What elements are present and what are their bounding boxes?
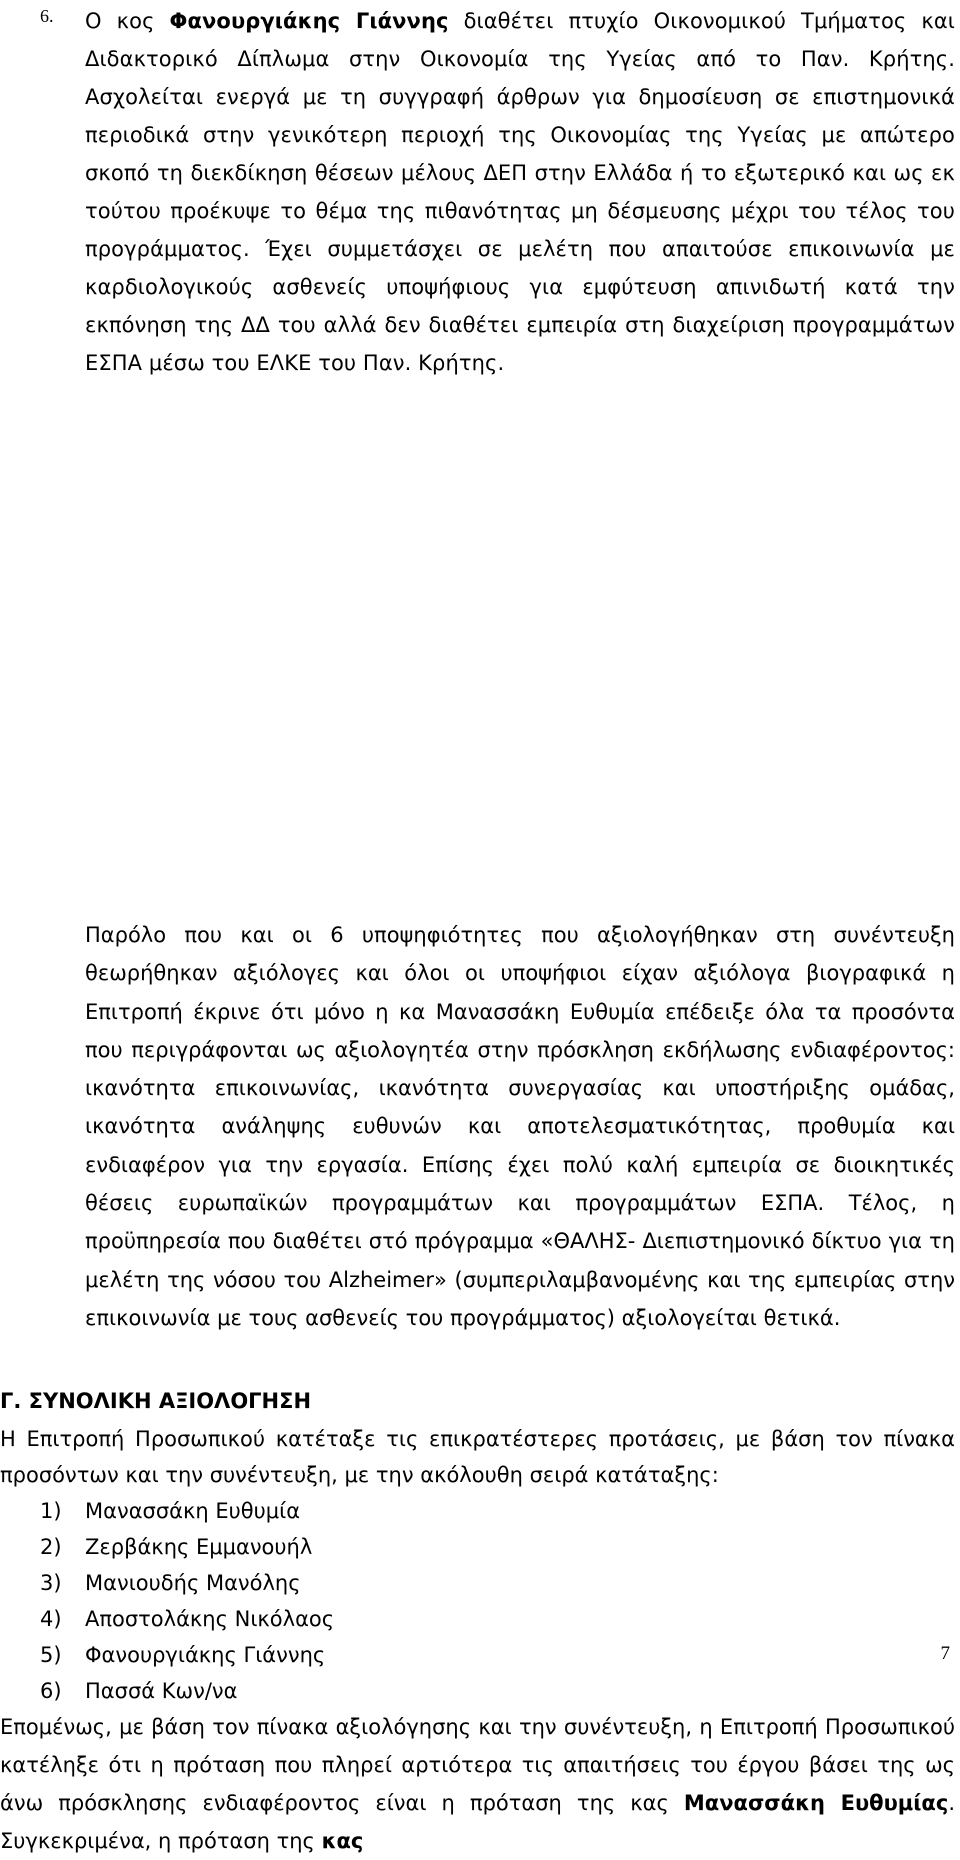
conclusion-paragraph <box>0 1708 955 1860</box>
conclusion-text: Επομένως, με βάση τον πίνακα αξιολόγησης και την συνέντευξη, η Επιτροπή Προσωπικού κατέληξε ότι η πρόταση που πληρεί αρτιότερα τις απαιτήσεις του έργου βάσει της ως άνω πρόσκλησης ενδιαφέροντος είναι η πρόταση της κας <box>0 1715 955 1815</box>
rank-number: 5) <box>40 1643 62 1667</box>
rank-name: Μανασσάκη Ευθυμία <box>85 1499 301 1523</box>
candidate-name: Φανουργιάκης Γιάννης <box>169 9 449 33</box>
ranking-intro: Η Επιτροπή Προσωπικού κατέταξε τις επικρατέστερες προτάσεις, με βάση τον πίνακα προσόντων και την συνέντευξη, με την ακόλουθη σειρά κατάταξης: <box>0 1427 955 1487</box>
page-number: 7 <box>940 1643 950 1664</box>
list-item <box>40 1601 334 1637</box>
candidate-description <box>85 2 955 382</box>
rank-number: 1) <box>40 1499 62 1523</box>
rank-number: 3) <box>40 1571 62 1595</box>
rank-name: Αποστολάκης Νικόλαος <box>85 1607 335 1631</box>
selected-candidate-name: Μανασσάκη Ευθυμίας <box>683 1791 949 1815</box>
list-item <box>40 1637 334 1673</box>
list-item <box>40 1565 334 1601</box>
description-prefix: Ο κος <box>85 9 170 33</box>
rank-name: Πασσά Κων/να <box>85 1679 238 1703</box>
list-item <box>40 1493 334 1529</box>
conclusion-bold-end: κας <box>321 1829 364 1853</box>
candidate-item-6 <box>40 2 955 382</box>
item-number: 6. <box>40 6 54 26</box>
description-body: διαθέτει πτυχίο Οικονομικού Τμήματος και Διδακτορικό Δίπλωμα στην Οικονομία της Υγείας από το Παν. Κρήτης. Ασχολείται ενεργά με τη συγγραφή άρθρων για δημοσίευση σε επιστημονικά περιοδικά στην γενικότερη περιοχή της Οικονομίας της Υγείας με απώτερο σκοπό τη διεκδίκηση θέσεων μέλους ΔΕΠ στην Ελλάδα ή το εξωτερικό και ως εκ τούτου προέκυψε το θέμα της πιθανότητας μη δέσμευσης μέχρι του τέλος του προγράμματος. Έχει συμμετάσχει σε μελέτη που απαιτούσε επικοινωνία με καρδιολογικούς ασθενείς υποψήφιους για εμφύτευση απινιδωτή κατά την εκπόνηση της ΔΔ του αλλά δεν διαθέτει εμπειρία στη διαχείριση προγραμμάτων ΕΣΠΑ μέσω του ΕΛΚΕ του Παν. Κρήτης. <box>85 9 956 375</box>
rank-number: 2) <box>40 1535 62 1559</box>
rank-number: 4) <box>40 1607 62 1631</box>
list-item <box>40 1529 334 1565</box>
rank-name: Μανιουδής Μανόλης <box>85 1571 301 1595</box>
evaluation-paragraph: Παρόλο που και οι 6 υποψηφιότητες που αξιολογήθηκαν στη συνέντευξη θεωρήθηκαν αξιόλογες και όλοι οι υποψήφιοι είχαν αξιόλογα βιογραφικά η Επιτροπή έκρινε ότι μόνο η κα Μανασσάκη Ευθυμία επέδειξε όλα τα προσόντα που περιγράφονται ως αξιολογητέα στην πρόσκληση εκδήλωσης ενδιαφέροντος: ικανότητα επικοινωνίας, ικανότητα συνεργασίας και υποστήριξης ομάδας, ικανότητα ανάληψης ευθυνών και αποτελεσματικότητας, προθυμία και ενδιαφέρον για την εργασία. Επίσης έχει πολύ καλή εμπειρία σε διοικητικές θέσεις ευρωπαϊκών προγραμμάτων και προγραμμάτων ΕΣΠΑ. Τέλος, η προϋπηρεσία που διαθέτει στό πρόγραμμα «ΘΑΛΗΣ- Διεπιστημονικό δίκτυο για τη μελέτη της νόσου του Alzheimer» (συμπεριλαμβανομένης και της εμπειρίας στην επικοινωνία με τους ασθενείς του προγράμματος) αξιολογείται θετικά. <box>85 923 955 1330</box>
rank-name: Φανουργιάκης Γιάννης <box>85 1643 326 1667</box>
list-item <box>40 1673 334 1709</box>
rank-name: Ζερβάκης Εμμανουήλ <box>85 1535 313 1559</box>
rank-number: 6) <box>40 1679 62 1703</box>
conclusion-text-continued: . Συγκεκριμένα, η πρόταση της <box>0 1791 955 1853</box>
section-heading: Γ. ΣΥΝΟΛΙΚΗ ΑΞΙΟΛΟΓΗΣΗ <box>0 1389 312 1413</box>
ranking-list <box>40 1493 334 1709</box>
